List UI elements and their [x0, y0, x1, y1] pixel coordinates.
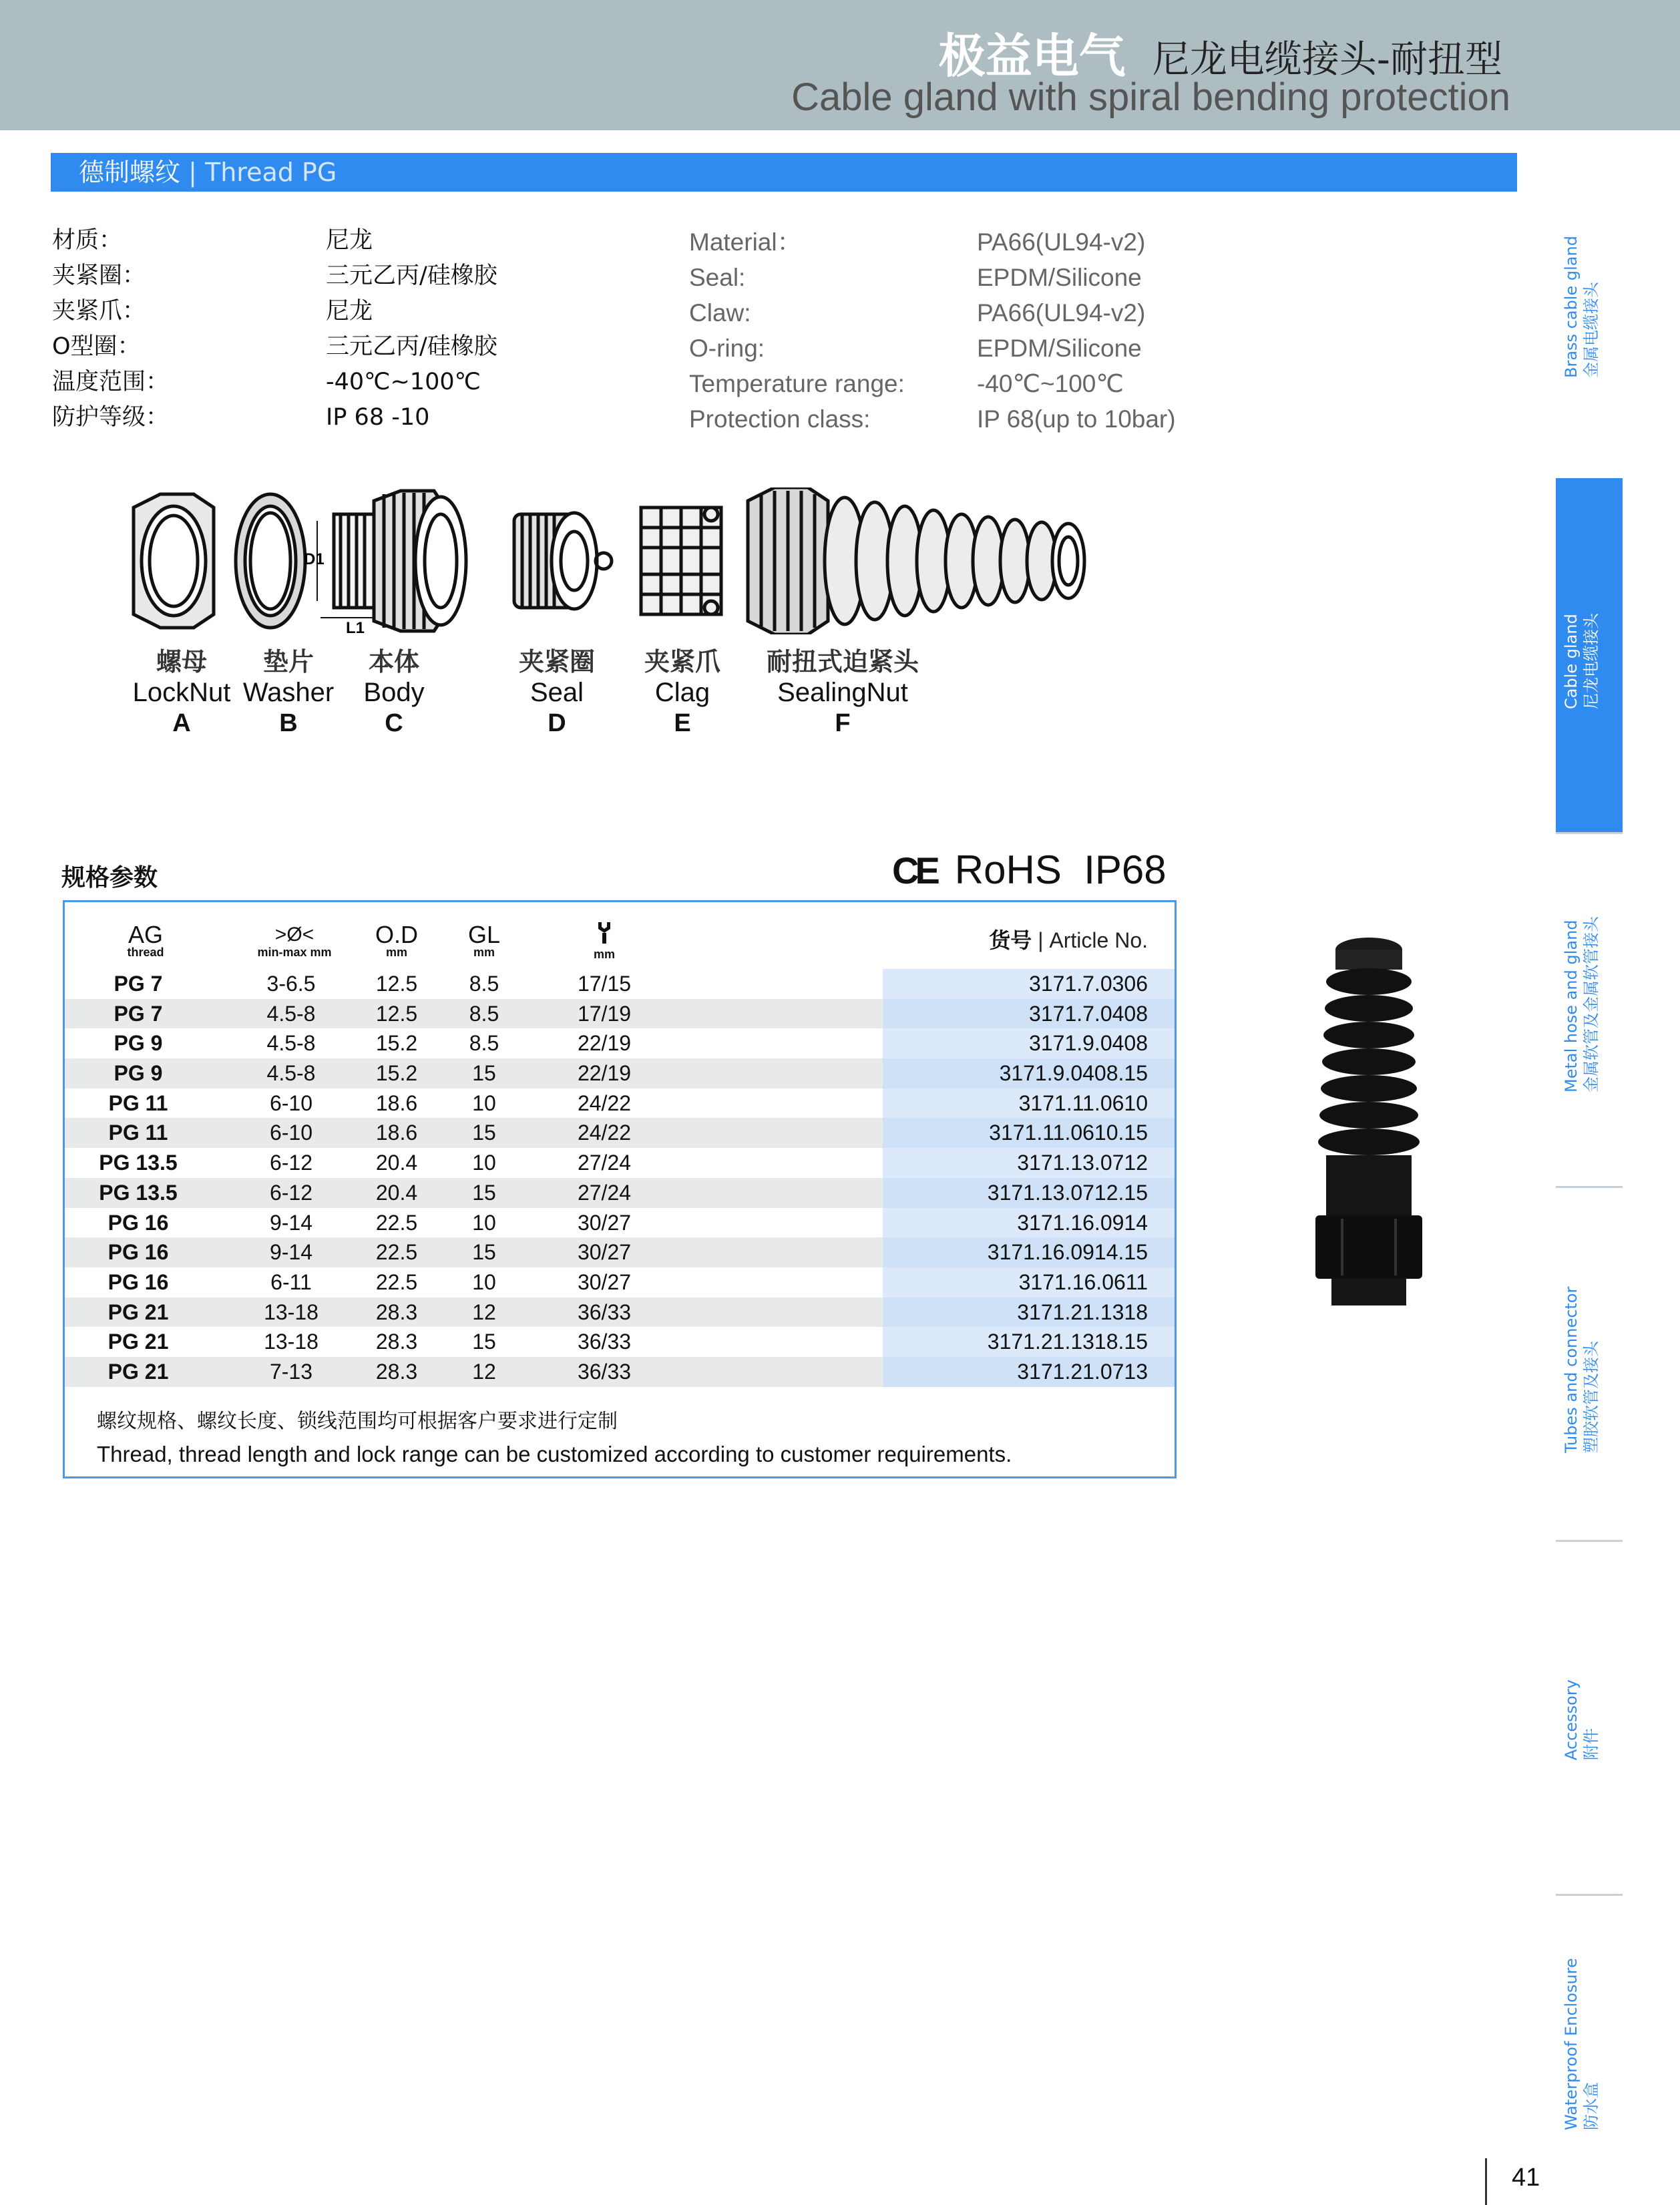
header-range-label: >Ø< [274, 924, 314, 946]
part-label-body [363, 646, 424, 739]
cell-ag: PG 16 [108, 1240, 169, 1265]
cell-wrench: 36/33 [577, 1330, 632, 1354]
cell-range: 6-11 [270, 1269, 312, 1294]
cell-wrench: 17/15 [577, 972, 632, 996]
spec-label: Material： [689, 228, 802, 256]
wrench-icon [593, 920, 616, 945]
spec-label: 夹紧圈： [52, 262, 146, 289]
cell-article-no: 3171.16.0611 [1018, 1269, 1148, 1294]
cell-article-no: 3171.13.0712.15 [987, 1180, 1148, 1205]
customization-note-en: Thread, thread length and lock range can be customized according to customer requirements. [97, 1442, 1012, 1466]
cell-article-no: 3171.7.0306 [1029, 972, 1148, 996]
spec-table [63, 900, 1177, 1478]
spec-value: 三元乙丙/硅橡胶 [326, 333, 497, 360]
cell-wrench: 30/27 [577, 1269, 632, 1294]
sidenav-label-en: Metal hose and gland [1562, 920, 1581, 1092]
sidenav-label-cn: 附件 [1582, 1728, 1601, 1760]
cell-od: 28.3 [375, 1359, 418, 1384]
spec-label: 材质： [52, 227, 123, 254]
cell-ag: PG 16 [108, 1269, 169, 1294]
ce-mark: CE [892, 849, 936, 891]
dimension-l1-label: L1 [346, 619, 365, 634]
sidenav-item-brass-cable-gland[interactable] [1561, 236, 1601, 378]
cell-range: 3-6.5 [266, 972, 316, 996]
header-wrench-size [593, 920, 616, 960]
cell-gl: 10 [472, 1090, 496, 1115]
part-label-washer [243, 646, 334, 739]
table-row [65, 1058, 1175, 1088]
spec-label: 夹紧爪： [52, 298, 146, 325]
sidenav-label-en: Tubes and connector [1562, 1286, 1581, 1453]
cell-range: 6-10 [269, 1121, 313, 1145]
spec-value: 三元乙丙/硅橡胶 [326, 262, 497, 289]
body-drawing [334, 491, 466, 631]
cell-range: 9-14 [269, 1240, 313, 1265]
header-od-unit: mm [385, 946, 408, 959]
cell-gl: 15 [472, 1330, 496, 1354]
header-range-unit: min-max mm [257, 946, 332, 959]
header-gland-length [467, 921, 501, 959]
table-row [65, 1178, 1175, 1208]
sidenav-label-en: Brass cable gland [1562, 236, 1581, 378]
spec-value: EPDM/Silicone [977, 264, 1142, 291]
rohs-mark: RoHS [954, 847, 1062, 892]
cell-ag: PG 13.5 [99, 1151, 178, 1175]
spec-values-cn [326, 223, 497, 435]
spec-label: Protection class: [689, 405, 871, 433]
spec-value: EPDM/Silicone [977, 335, 1142, 362]
part-letter: C [385, 709, 403, 737]
cell-article-no: 3171.7.0408 [1029, 1001, 1148, 1026]
table-row [65, 1297, 1175, 1328]
header-wrench-unit: mm [593, 948, 615, 961]
cell-od: 28.3 [375, 1299, 418, 1324]
cell-range: 7-13 [269, 1359, 313, 1384]
brand-name: 极益电气 [938, 29, 1126, 83]
cell-range: 6-12 [269, 1180, 313, 1205]
cell-article-no: 3171.16.0914 [1017, 1210, 1148, 1235]
cell-article-no: 3171.9.0408.15 [999, 1061, 1148, 1086]
cell-wrench: 24/22 [577, 1090, 632, 1115]
page-header [0, 0, 1680, 130]
cell-gl: 12 [472, 1359, 496, 1384]
sidenav-divider [1556, 1186, 1623, 1188]
part-name-en: Washer [242, 678, 335, 707]
spec-value: 尼龙 [326, 298, 373, 325]
cell-ag: PG 21 [108, 1359, 169, 1384]
cell-wrench: 36/33 [577, 1299, 632, 1324]
spec-labels-cn [52, 223, 169, 435]
cell-range: 4.5-8 [266, 1061, 316, 1086]
sidenav-label-cn: 金属电缆接头 [1582, 282, 1601, 378]
cell-range: 9-14 [269, 1210, 313, 1235]
cell-wrench: 30/27 [577, 1240, 632, 1265]
sidenav-label-en: Waterproof Enclosure [1562, 1958, 1581, 2130]
cell-gl: 15 [472, 1121, 496, 1145]
header-article-cn: 货号 [989, 928, 1032, 952]
ip-rating-mark: IP68 [1084, 847, 1167, 892]
header-thread-unit: thread [127, 946, 164, 959]
part-letter: E [674, 709, 691, 737]
cell-gl: 8.5 [469, 972, 499, 996]
cell-od: 18.6 [375, 1121, 418, 1145]
cell-ag: PG 7 [114, 1001, 163, 1026]
cell-ag: PG 21 [108, 1330, 169, 1354]
cell-wrench: 24/22 [577, 1121, 632, 1145]
part-label-clag [644, 646, 720, 739]
cell-article-no: 3171.11.0610.15 [989, 1121, 1148, 1145]
cell-wrench: 36/33 [577, 1359, 632, 1384]
sidenav-label-en: Cable gland [1562, 614, 1581, 709]
table-row [65, 1327, 1175, 1357]
header-od-label: O.D [375, 921, 419, 948]
cell-gl: 15 [472, 1180, 496, 1205]
cell-ag: PG 9 [114, 1061, 163, 1086]
part-letter: F [835, 709, 851, 737]
sidenav-item-metal-hose[interactable] [1561, 916, 1601, 1092]
cell-od: 22.5 [375, 1240, 418, 1265]
cell-wrench: 27/24 [577, 1180, 632, 1205]
cell-range: 6-10 [269, 1090, 313, 1115]
spec-label: Temperature range: [689, 370, 905, 397]
sidenav-label-cn: 塑胶软管及接头 [1582, 1341, 1601, 1453]
cell-range: 4.5-8 [266, 1001, 316, 1026]
sidenav-item-waterproof-enclosure[interactable] [1561, 1958, 1601, 2130]
cell-ag: PG 9 [114, 1031, 163, 1056]
header-thread-label: AG [128, 921, 164, 948]
cell-od: 22.5 [375, 1210, 418, 1235]
cell-ag: PG 7 [114, 972, 163, 996]
washer-drawing [236, 494, 305, 628]
cell-od: 15.2 [375, 1061, 418, 1086]
product-title-cn: 尼龙电缆接头-耐扭型 [1152, 38, 1502, 81]
table-row [65, 1118, 1175, 1148]
sidenav-divider [1556, 1540, 1623, 1542]
spec-table-title: 规格参数 [61, 864, 158, 891]
cell-od: 20.4 [375, 1180, 418, 1205]
cell-ag: PG 11 [108, 1121, 168, 1145]
cable-gland-product-image [1302, 935, 1436, 1316]
cell-od: 20.4 [375, 1151, 418, 1175]
cell-article-no: 3171.21.1318.15 [987, 1330, 1148, 1354]
product-subtitle-en: Cable gland with spiral bending protection [791, 75, 1510, 119]
spec-label: Claw: [689, 299, 751, 327]
page-number: 41 [1512, 2164, 1540, 2192]
part-name-cn: 夹紧爪 [644, 647, 721, 676]
cell-article-no: 3171.21.1318 [1017, 1299, 1148, 1324]
header-gl-label: GL [467, 921, 501, 948]
cell-article-no: 3171.9.0408 [1029, 1031, 1148, 1056]
table-row [65, 1088, 1175, 1119]
cell-wrench: 22/19 [577, 1061, 632, 1086]
cell-gl: 8.5 [469, 1031, 499, 1056]
cell-ag: PG 21 [108, 1299, 169, 1324]
sidenav-item-accessory[interactable] [1561, 1679, 1601, 1760]
part-label-locknut [133, 646, 231, 739]
part-label-seal [519, 646, 595, 739]
cell-gl: 10 [472, 1210, 496, 1235]
seal-drawing [514, 513, 612, 609]
header-article-sep: | [1032, 928, 1050, 952]
sidenav-label-en: Accessory [1562, 1679, 1581, 1760]
cell-wrench: 17/19 [577, 1001, 632, 1026]
part-letter: B [279, 709, 298, 737]
part-name-cn: 螺母 [156, 647, 207, 676]
header-article-no [989, 924, 1148, 954]
spec-value: PA66(UL94-v2) [977, 228, 1146, 256]
part-name-en: SealingNut [777, 678, 908, 707]
spec-value: -40℃~100℃ [977, 370, 1124, 397]
cell-gl: 10 [472, 1151, 496, 1175]
table-row [65, 1208, 1175, 1238]
cell-od: 22.5 [375, 1269, 418, 1294]
sidenav-item-cable-gland[interactable] [1561, 613, 1601, 709]
part-name-cn: 垫片 [262, 647, 314, 676]
certification-marks [892, 847, 1167, 893]
spec-label: 温度范围： [52, 369, 170, 395]
cell-article-no: 3171.13.0712 [1017, 1151, 1148, 1175]
sealing-nut-drawing [748, 487, 1084, 634]
table-row [65, 1028, 1175, 1058]
cell-gl: 15 [472, 1240, 496, 1265]
spec-labels-en [689, 224, 905, 437]
spec-label: O-ring: [689, 335, 765, 362]
table-row [65, 1237, 1175, 1267]
cell-article-no: 3171.16.0914.15 [987, 1240, 1148, 1265]
section-separator: | [180, 158, 205, 187]
page-number-divider [1485, 2158, 1487, 2205]
table-row [65, 1267, 1175, 1297]
sidenav-label-cn: 防水盒 [1582, 2082, 1601, 2130]
cell-od: 12.5 [375, 972, 418, 996]
cell-ag: PG 11 [108, 1090, 168, 1115]
cell-range: 4.5-8 [266, 1031, 316, 1056]
spec-value: -40℃~100℃ [326, 369, 481, 395]
sidenav-divider [1556, 1894, 1623, 1896]
header-outer-diameter [375, 921, 419, 959]
exploded-parts-diagram [120, 487, 1102, 634]
table-row [65, 999, 1175, 1029]
dimension-d1-label: D1 [304, 550, 325, 568]
cell-gl: 10 [472, 1269, 496, 1294]
part-letter: A [172, 709, 191, 737]
part-label-sealing-nut [767, 646, 919, 739]
table-row [65, 969, 1175, 999]
part-letter: D [548, 709, 566, 737]
sidenav-divider [1556, 832, 1623, 834]
sidenav-item-tubes-connector[interactable] [1561, 1287, 1601, 1453]
part-name-cn: 本体 [368, 647, 420, 676]
cell-wrench: 30/27 [577, 1210, 632, 1235]
section-title-cn: 德制螺纹 [79, 158, 181, 187]
cell-article-no: 3171.11.0610 [1018, 1090, 1148, 1115]
section-title-en: Thread PG [204, 158, 337, 187]
header-gl-unit: mm [473, 946, 495, 959]
spec-label: 防护等级： [52, 404, 170, 431]
cell-range: 13-18 [264, 1330, 319, 1354]
cell-ag: PG 13.5 [99, 1180, 178, 1205]
cell-ag: PG 16 [108, 1210, 169, 1235]
cell-article-no: 3171.21.0713 [1017, 1359, 1148, 1384]
clag-drawing [641, 508, 721, 614]
locknut-drawing [134, 494, 214, 628]
table-row [65, 1148, 1175, 1178]
spec-values-en [977, 224, 1176, 437]
section-bar [51, 153, 1517, 192]
part-name-en: Seal [530, 678, 584, 707]
header-article-en: Article No. [1049, 928, 1148, 952]
part-name-en: LockNut [132, 678, 231, 707]
customization-note-cn: 螺纹规格、螺纹长度、锁线范围均可根据客户要求进行定制 [97, 1410, 618, 1433]
table-row [65, 1357, 1175, 1387]
cell-gl: 12 [472, 1299, 496, 1324]
spec-label: O型圈： [52, 333, 141, 360]
cell-od: 28.3 [375, 1330, 418, 1354]
cell-wrench: 27/24 [577, 1151, 632, 1175]
part-name-en: Clag [654, 678, 710, 707]
spec-value: IP 68(up to 10bar) [977, 405, 1176, 433]
cell-gl: 8.5 [469, 1001, 499, 1026]
cell-wrench: 22/19 [577, 1031, 632, 1056]
sidenav-label-cn: 尼龙电缆接头 [1582, 613, 1601, 709]
spec-value: 尼龙 [326, 227, 373, 254]
spec-label: Seal: [689, 264, 746, 291]
cell-range: 6-12 [269, 1151, 313, 1175]
header-clamping-range [257, 924, 331, 958]
cell-range: 13-18 [264, 1299, 319, 1324]
cell-od: 18.6 [375, 1090, 418, 1115]
sidenav-label-cn: 金属软管及金属软管接头 [1582, 916, 1601, 1092]
table-body [65, 969, 1175, 1387]
cell-od: 15.2 [375, 1031, 418, 1056]
part-name-cn: 耐扭式迫紧头 [766, 647, 919, 676]
header-thread [127, 921, 164, 959]
cell-gl: 15 [472, 1061, 496, 1086]
spec-value: PA66(UL94-v2) [977, 299, 1146, 327]
spec-value: IP 68 -10 [326, 404, 430, 431]
cell-od: 12.5 [375, 1001, 418, 1026]
table-header [65, 902, 1175, 969]
part-name-en: Body [363, 678, 425, 707]
part-name-cn: 夹紧圈 [518, 647, 596, 676]
